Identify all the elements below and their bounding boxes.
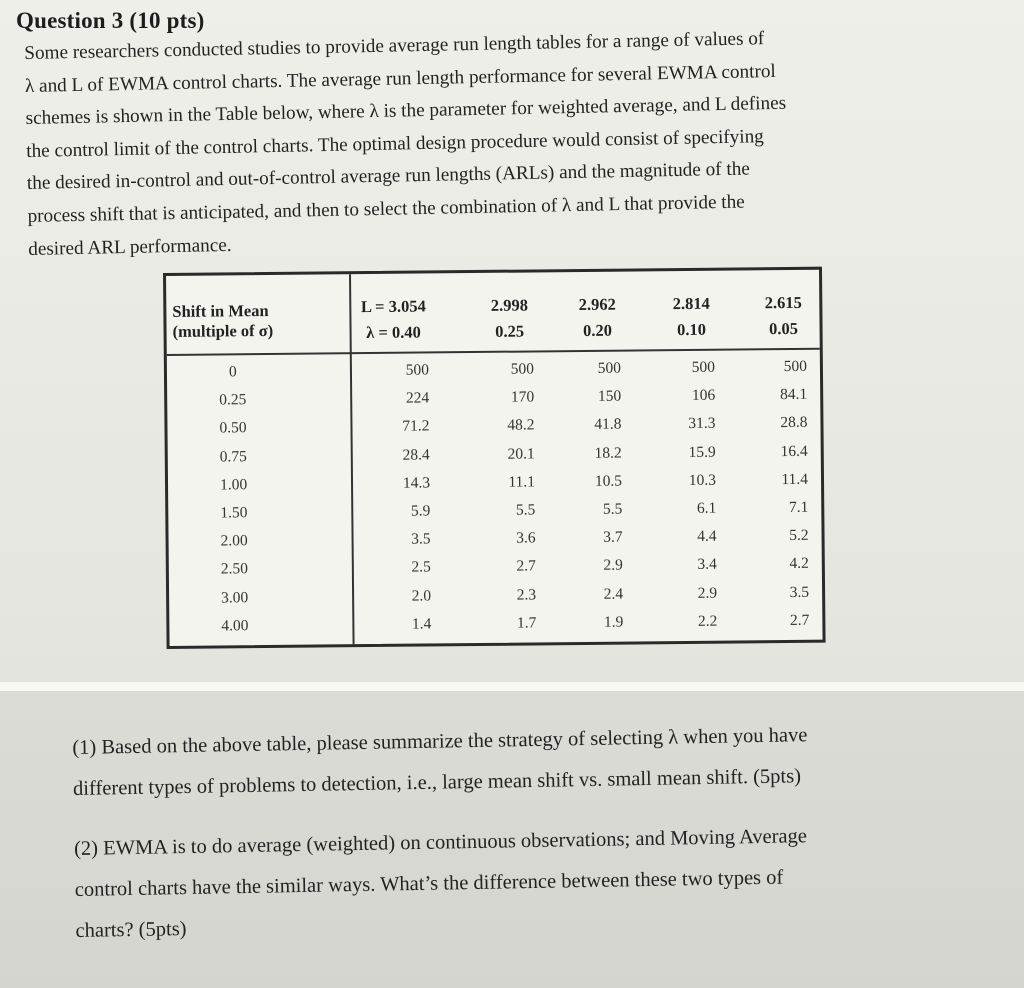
column-header-lambda: 0.20 bbox=[583, 320, 613, 340]
arl-table bbox=[163, 267, 826, 649]
shift-value: 2.50 bbox=[220, 560, 249, 578]
intro-line: the desired in-control and out-of-control average run lengths (ARLs) and the magnitude of the bbox=[26, 158, 751, 195]
column-header-lambda: λ = 0.40 bbox=[366, 322, 421, 343]
shift-value: 0.50 bbox=[219, 419, 247, 437]
column-header-L: 2.962 bbox=[578, 294, 616, 315]
shift-header-line: (multiple of σ) bbox=[172, 320, 274, 341]
arl-value: 1.4 bbox=[411, 615, 432, 633]
subquestion-1 bbox=[72, 712, 993, 810]
arl-value: 500 bbox=[691, 358, 716, 376]
intro-line: λ and L of EWMA control charts. The average run length performance for several EWMA control bbox=[24, 60, 776, 97]
arl-value: 10.5 bbox=[594, 472, 623, 490]
shift-value: 1.00 bbox=[219, 475, 248, 494]
arl-value: 1.7 bbox=[516, 614, 537, 632]
arl-value: 4.4 bbox=[697, 527, 717, 546]
arl-value: 2.2 bbox=[697, 612, 718, 630]
question-intro bbox=[24, 19, 968, 266]
arl-value: 2.5 bbox=[411, 558, 431, 577]
table-header bbox=[166, 270, 820, 356]
column-header-L: L = 3.054 bbox=[360, 296, 426, 317]
arl-value: 2.7 bbox=[516, 557, 536, 576]
subquestion-2 bbox=[74, 813, 996, 952]
arl-value: 16.4 bbox=[780, 442, 808, 460]
arl-value: 14.3 bbox=[402, 474, 431, 492]
intro-line: the control limit of the control charts. The optimal design procedure would consist of specifying bbox=[26, 125, 765, 162]
arl-value: 11.4 bbox=[781, 470, 809, 488]
intro-line: Some researchers conducted studies to provide average run length tables for a range of values of bbox=[24, 28, 765, 64]
arl-value: 71.2 bbox=[402, 417, 430, 436]
intro-line: desired ARL performance. bbox=[28, 234, 232, 260]
arl-value: 31.3 bbox=[688, 415, 716, 433]
arl-value: 5.9 bbox=[410, 502, 431, 520]
column-header bbox=[469, 292, 549, 345]
arl-value: 2.3 bbox=[516, 586, 537, 604]
arl-value: 224 bbox=[405, 389, 430, 407]
arl-value: 500 bbox=[597, 359, 622, 377]
subquestion-line: different types of problems to detection, i.e., large mean shift vs. small mean shift. (5pts) bbox=[72, 765, 802, 800]
shift-value: 0.75 bbox=[219, 447, 247, 466]
arl-value: 2.9 bbox=[603, 556, 623, 575]
shift-header bbox=[172, 301, 273, 342]
arl-value: 3.4 bbox=[697, 556, 717, 574]
arl-value: 5.5 bbox=[602, 500, 623, 518]
intro-line: process shift that is anticipated, and then to select the combination of λ and L that provide the bbox=[27, 191, 745, 227]
arl-value: 500 bbox=[510, 360, 535, 378]
column-header-lambda: 0.10 bbox=[677, 319, 707, 340]
column-header bbox=[743, 290, 823, 343]
arl-value: 6.1 bbox=[696, 499, 717, 517]
column-header-lambda: 0.05 bbox=[769, 318, 799, 339]
arl-value: 28.4 bbox=[402, 446, 430, 464]
subquestions bbox=[72, 712, 996, 971]
column-header bbox=[353, 293, 433, 346]
subquestion-line: charts? (5pts) bbox=[75, 918, 187, 942]
arl-value: 1.9 bbox=[603, 613, 624, 631]
arl-value: 3.7 bbox=[603, 528, 623, 546]
page-divider bbox=[0, 682, 1024, 691]
column-header bbox=[557, 291, 637, 344]
shift-value: 3.00 bbox=[221, 588, 249, 607]
arl-value: 106 bbox=[691, 386, 716, 405]
arl-value: 3.5 bbox=[789, 583, 810, 601]
shift-value: 2.00 bbox=[220, 532, 248, 550]
arl-value: 150 bbox=[597, 387, 622, 406]
subquestion-line: control charts have the similar ways. What’s the difference between these two types of bbox=[74, 866, 784, 901]
arl-value: 3.6 bbox=[516, 529, 536, 547]
arl-value: 41.8 bbox=[594, 415, 622, 434]
arl-value: 2.9 bbox=[697, 584, 718, 602]
subquestion-line: (2) EWMA is to do average (weighted) on continuous observations; and Moving Average bbox=[73, 825, 808, 860]
shift-value: 0 bbox=[228, 363, 237, 381]
question-title: Question 3 (10 pts) bbox=[16, 8, 205, 33]
arl-value: 18.2 bbox=[594, 444, 622, 462]
arl-value: 48.2 bbox=[507, 416, 535, 435]
column-header-L: 2.814 bbox=[672, 293, 710, 314]
arl-value: 5.5 bbox=[515, 501, 536, 519]
arl-value: 84.1 bbox=[779, 386, 808, 404]
arl-value: 3.5 bbox=[411, 530, 431, 548]
arl-value: 500 bbox=[405, 361, 430, 379]
column-header-L: 2.615 bbox=[764, 292, 802, 313]
column-header-L: 2.998 bbox=[490, 295, 528, 315]
arl-value: 20.1 bbox=[507, 445, 535, 463]
arl-value: 4.2 bbox=[789, 555, 809, 573]
arl-value: 28.8 bbox=[780, 414, 808, 432]
subquestion-line: (1) Based on the above table, please summarize the strategy of selecting λ when you have bbox=[72, 724, 808, 759]
column-header-lambda: 0.25 bbox=[495, 321, 525, 341]
column-header bbox=[651, 291, 731, 344]
arl-value: 170 bbox=[510, 388, 535, 406]
shift-header-line: Shift in Mean bbox=[172, 300, 269, 321]
shift-value: 0.25 bbox=[219, 391, 247, 409]
arl-value: 10.3 bbox=[688, 471, 717, 489]
arl-value: 7.1 bbox=[788, 498, 809, 517]
arl-value: 11.1 bbox=[508, 473, 536, 491]
arl-value: 2.7 bbox=[789, 611, 810, 629]
arl-value: 500 bbox=[783, 357, 808, 376]
shift-value: 4.00 bbox=[221, 616, 249, 635]
arl-value: 5.2 bbox=[789, 527, 809, 545]
intro-line: schemes is shown in the Table below, where λ is the parameter for weighted average, and L defines bbox=[25, 92, 787, 130]
arl-value: 15.9 bbox=[688, 443, 716, 461]
arl-value: 2.4 bbox=[603, 585, 624, 603]
arl-value: 2.0 bbox=[411, 587, 432, 605]
shift-value: 1.50 bbox=[220, 504, 248, 522]
